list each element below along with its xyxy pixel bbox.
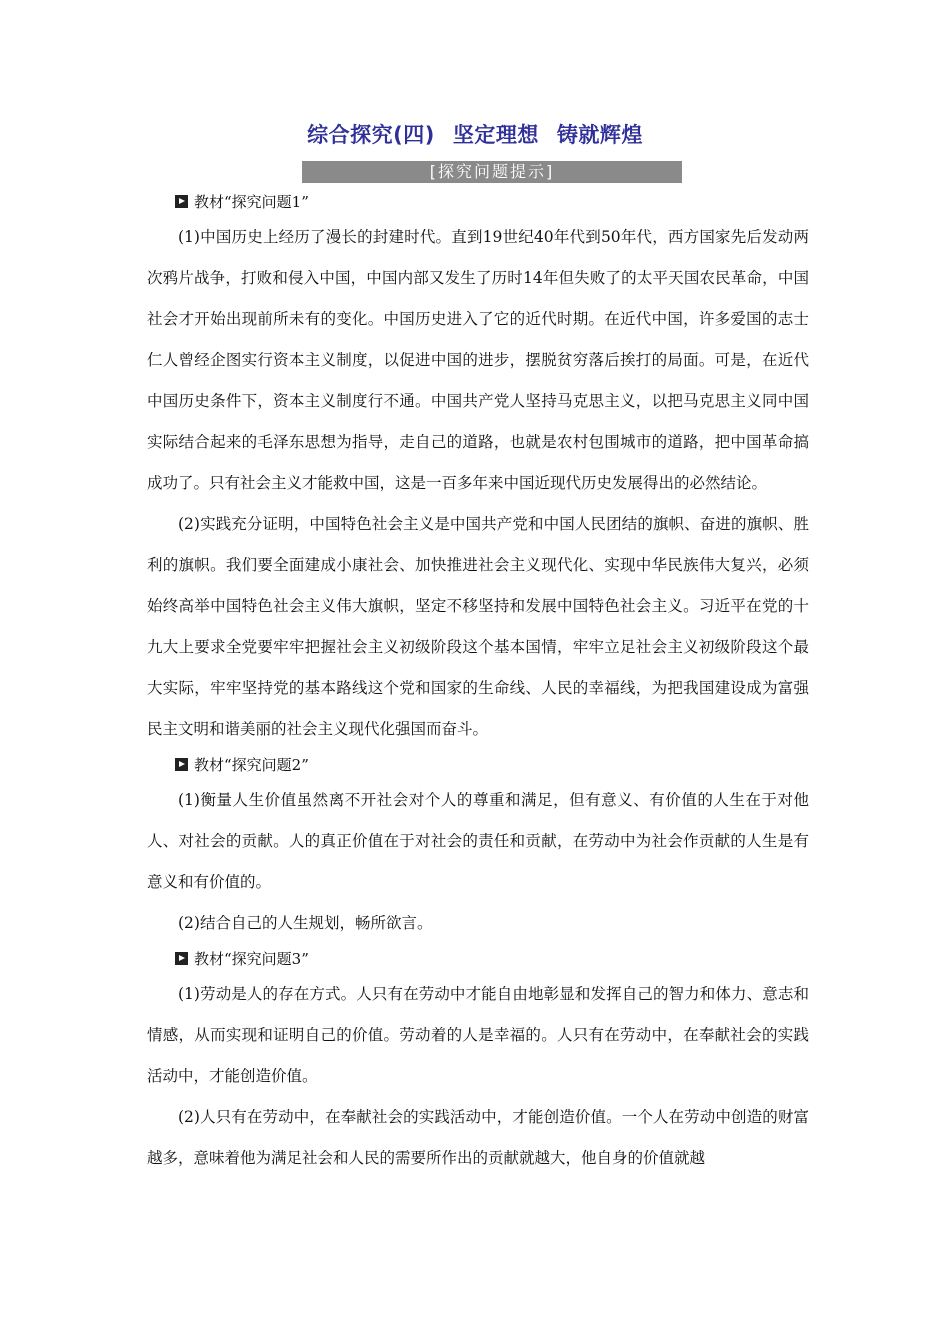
section-heading-3 bbox=[147, 944, 809, 974]
paragraph: (2)实践充分证明，中国特色社会主义是中国共产党和中国人民团结的旗帜、奋进的旗帜、胜利的旗帜。我们要全面建成小康社会、加快推进社会主义现代化、实现中华民族伟大复兴，必须始终高举中国特色社会主义伟大旗帜，坚定不移坚持和发展中国特色社会主义。习近平在党的十九大上要求全党要牢牢把握社会主义初级阶段这个基本国情，牢牢立足社会主义初级阶段这个最大实际，牢牢坚持党的基本路线这个党和国家的生命线、人民的幸福线，为把我国建设成为富强民主文明和谐美丽的社会主义现代化强国而奋斗。 bbox=[147, 515, 809, 738]
section-banner: [探究问题提示] bbox=[302, 161, 682, 183]
page-title bbox=[0, 121, 950, 149]
play-triangle-icon bbox=[175, 758, 188, 771]
play-triangle-icon bbox=[175, 952, 188, 965]
paragraph: (1)劳动是人的存在方式。人只有在劳动中才能自由地彰显和发挥自己的智力和体力、意志和情感，从而实现和证明自己的价值。劳动着的人是幸福的。人只有在劳动中，在奉献社会的实践活动中，才能创造价值。 bbox=[147, 985, 809, 1085]
paragraph: (2)人只有在劳动中，在奉献社会的实践活动中，才能创造价值。一个人在劳动中创造的财富越多，意味着他为满足社会和人民的需要所作出的贡献就越大，他自身的价值就越 bbox=[147, 1108, 809, 1167]
paragraph: (1)中国历史上经历了漫长的封建时代。直到19世纪40年代到50年代，西方国家先后发动两次鸦片战争，打败和侵入中国，中国内部又发生了历时14年但失败了的太平天国农民革命，中国社会才开始出现前所未有的变化。中国历史进入了它的近代时期。在近代中国，许多爱国的志士仁人曾经企图实行资本主义制度，以促进中国的进步，摆脱贫穷落后挨打的局面。可是，在近代中国历史条件下，资本主义制度行不通。中国共产党人坚持马克思主义，以把马克思主义同中国实际结合起来的毛泽东思想为指导，走自己的道路，也就是农村包围城市的道路，把中国革命搞成功了。只有社会主义才能救中国，这是一百多年来中国近现代历史发展得出的必然结论。 bbox=[147, 228, 809, 492]
paragraph: (2)结合自己的人生规划，畅所欲言。 bbox=[178, 914, 433, 932]
title-part-1: 综合探究(四) bbox=[307, 123, 435, 147]
section-heading-text: 教材“探究问题1” bbox=[194, 193, 309, 211]
title-part-2: 坚定理想 bbox=[452, 123, 539, 147]
section-heading-text: 教材“探究问题3” bbox=[194, 950, 309, 968]
section-heading-text: 教材“探究问题2” bbox=[194, 756, 309, 774]
section-heading-2 bbox=[147, 750, 809, 780]
title-part-3: 铸就辉煌 bbox=[556, 123, 643, 147]
paragraph: (1)衡量人生价值虽然离不开社会对个人的尊重和满足，但有意义、有价值的人生在于对他人、对社会的贡献。人的真正价值在于对社会的责任和贡献，在劳动中为社会作贡献的人生是有意义和有价值的。 bbox=[147, 791, 809, 891]
content-body bbox=[147, 187, 809, 1179]
section-heading-1 bbox=[147, 187, 809, 217]
play-triangle-icon bbox=[175, 195, 188, 208]
